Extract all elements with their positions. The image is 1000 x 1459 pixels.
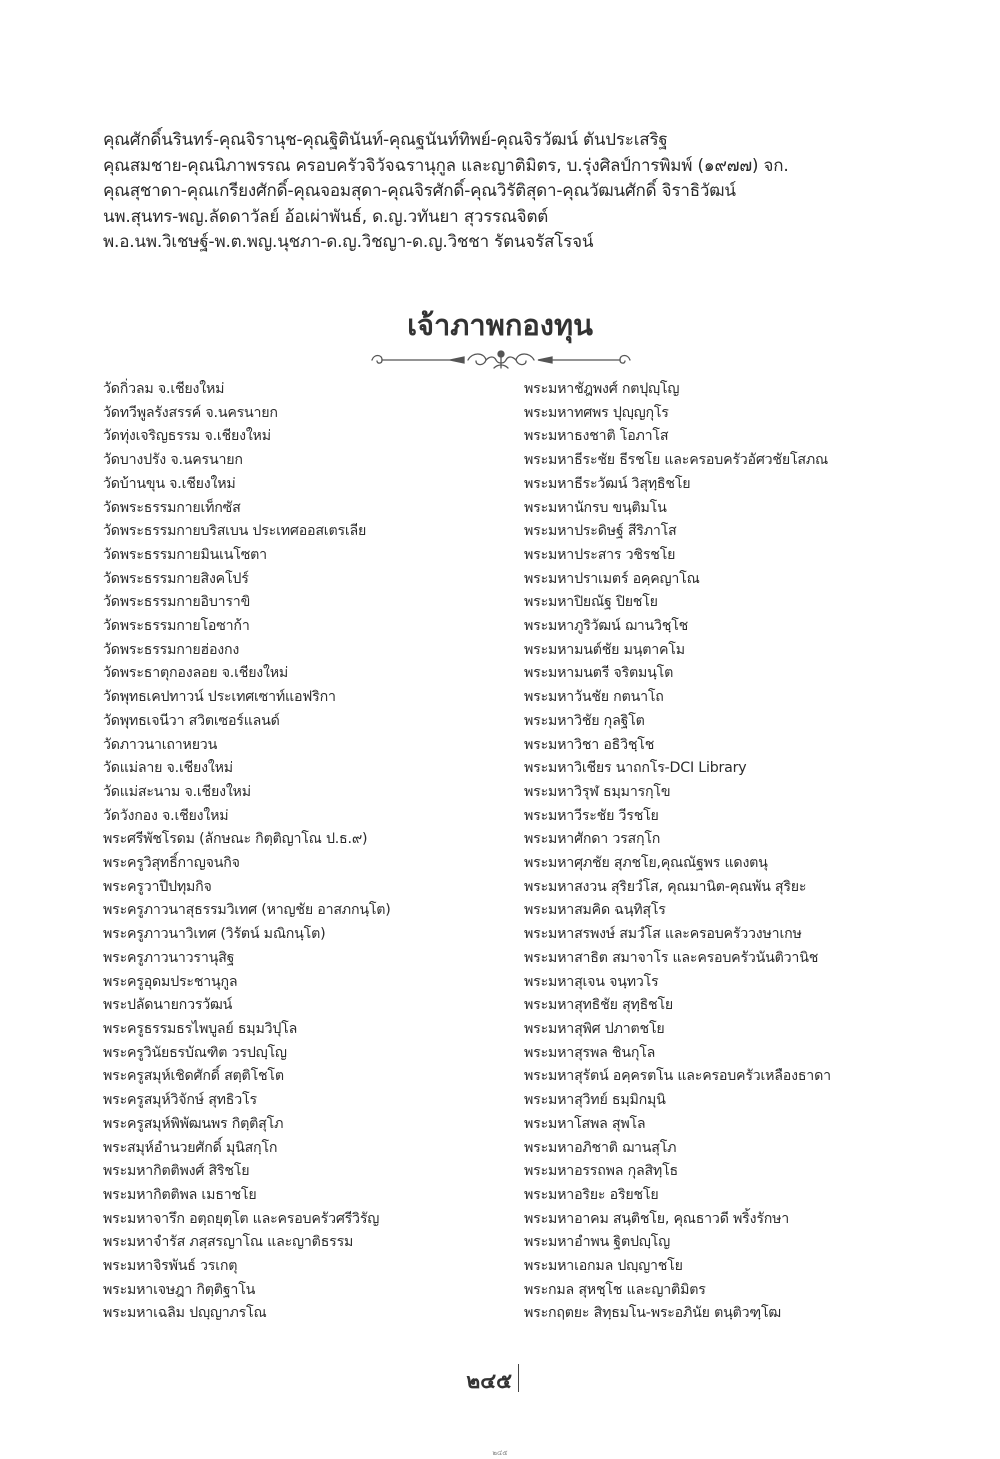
list-item: พระมหาธีระวัฒน์ วิสุทฺธิชโย [524, 475, 691, 492]
list-item: พระมหาธงชาติ โอภาโส [524, 428, 669, 445]
list-item: พระมหาเอกมล ปญฺญาชโย [524, 1258, 683, 1275]
list-item: พระมหาทศพร ปุญฺญกุโร [524, 404, 669, 421]
list-item: วัดพระธรรมกายมินเนโซตา [103, 546, 267, 563]
list-item: พระกฤตยะ สิทฺธมโน-พระอภินัย ตนฺติวฑฺโฒ [524, 1305, 781, 1322]
list-item: พระมหาอำพน ฐิตปญฺโญ [524, 1234, 670, 1251]
list-item: พระมหากิตติพงศ์ สิริชโย [103, 1163, 250, 1180]
list-item: วัดพระธาตุกองลอย จ.เชียงใหม่ [103, 665, 289, 682]
list-item: พระมหาสุรพล ชินกุโล [524, 1044, 656, 1061]
list-item: พระมหาภูริวัฒน์ ฌานวิชฺโช [524, 618, 689, 635]
list-item: วัดพุทธเจนีวา สวิตเซอร์แลนด์ [103, 712, 280, 729]
list-item: วัดทวีพูลรังสรรค์ จ.นครนายก [103, 404, 278, 421]
list-item: พระมหามนต์ชัย มนฺตาคโม [524, 641, 685, 658]
list-item: พระมหาสมคิด ฉนฺทิสุโร [524, 902, 666, 919]
list-item: วัดพระธรรมกายเท็กซัส [103, 499, 241, 516]
list-item: พระมหาสุรัตน์ อคฺครตโน และครอบครัวเหลืองธาดา [524, 1068, 831, 1085]
list-item: พระครูวินัยธรบัณฑิต วรปญฺโญ [103, 1044, 287, 1061]
list-item: พระมหาวิชัย กุลฐิโต [524, 712, 645, 729]
list-item: พระมหาอรรถพล กุลสิทฺโธ [524, 1163, 678, 1180]
list-item: พระมหาสุวิทย์ ธมฺมิกมุนิ [524, 1092, 666, 1109]
list-item: พระมหาจำรัส ภสฺสรญาโณ และญาติธรรม [103, 1234, 354, 1251]
list-item: พระมหามนตรี จริตมนฺโต [524, 665, 674, 682]
list-item: พระมหาวันชัย กตนาโถ [524, 689, 664, 706]
list-item: พระมหาอภิชาติ ฌานสุโภ [524, 1139, 677, 1156]
list-item: พระมหาสุทธิชัย สุทฺธิชโย [524, 997, 674, 1014]
list-item: วัดบ้านขุน จ.เชียงใหม่ [103, 475, 236, 492]
list-item: พระครูภาวนาสุธรรมวิเทศ (หาญชัย อาสภกนฺโต) [103, 902, 391, 919]
footer-page-mark: ๒๔๕ [492, 1449, 508, 1457]
list-item: พระมหาวิเชียร นาถกโร-DCI Library [524, 760, 747, 777]
list-item: พระครูอุดมประชานุกูล [103, 973, 238, 990]
list-item: พระครูภาวนาวิเทศ (วิรัตน์ มณิกนฺโต) [103, 926, 326, 943]
list-item: พระมหาเฉลิม ปญฺญาภรโณ [103, 1305, 267, 1322]
list-item: พระมหาปิยณัฐ ปิยชโย [524, 594, 658, 611]
intro-sponsor-list [103, 128, 963, 256]
list-item: พระมหาประสาร วชิรชโย [524, 546, 676, 563]
list-item: วัดแม่ลาย จ.เชียงใหม่ [103, 760, 233, 777]
left-sponsor-column [103, 378, 503, 1326]
list-item: วัดพระธรรมกายอิบาราขิ [103, 594, 251, 611]
list-item: พระมหาธีระชัย ธีรชโย และครอบครัวอัศวชัยโสภณ [524, 452, 828, 469]
list-item: พระมหาศุภชัย สุภชโย,คุณณัฐพร แดงตนุ [524, 855, 768, 872]
intro-line: คุณศักดิ์นรินทร์-คุณจิรานุช-คุณฐิตินันท์-คุณฐนันท์ทิพย์-คุณจิรวัฒน์ ตันประเสริฐ [103, 130, 668, 150]
list-item: พระมหาสุพิศ ปภาตชโย [524, 1020, 665, 1037]
list-item: พระครูวาปีปทุมกิจ [103, 878, 212, 895]
list-item: พระครูสมุห์เชิดศักดิ์ สตฺติโชโต [103, 1068, 284, 1085]
list-item: วัดพุทธเคปทาวน์ ประเทศเซาท์แอฟริกา [103, 689, 336, 706]
list-item: พระกมล สุหชฺโช และญาติมิตร [524, 1281, 706, 1298]
list-item: พระมหาปราเมตร์ อคฺคญาโณ [524, 570, 700, 587]
list-item: วัดพระธรรมกายฮ่องกง [103, 641, 240, 658]
list-item: วัดพระธรรมกายบริสเบน ประเทศออสเตรเลีย [103, 523, 367, 540]
list-item: วัดทุ่งเจริญธรรม จ.เชียงใหม่ [103, 428, 271, 445]
list-item: พระมหาชัฎพงศ์ กตปุญฺโญ [524, 381, 680, 397]
list-item: พระศรีพัชโรดม (ลักษณะ กิตฺติญาโณ ป.ธ.๙) [103, 831, 368, 848]
list-item: พระมหาวีระชัย วีรชโย [524, 807, 659, 824]
list-item: พระมหาประดิษฐ์ สีริภาโส [524, 523, 677, 540]
list-item: วัดพระธรรมกายสิงคโปร์ [103, 570, 249, 587]
section-heading: เจ้าภาพกองทุน [407, 308, 593, 342]
list-item: พระมหาจิรพันธ์ วรเกตุ [103, 1258, 238, 1275]
list-item: วัดบางปรัง จ.นครนายก [103, 452, 243, 469]
list-item: พระสมุห์อำนวยศักดิ์ มุนิสกฺโก [103, 1139, 278, 1156]
list-item: พระครูสมุห์วิจักษ์ สุทธิวโร [103, 1092, 257, 1109]
intro-line: คุณสุชาดา-คุณเกรียงศักดิ์-คุณจอมสุดา-คุณจิรศักดิ์-คุณวิรัติสุดา-คุณวัฒนศักดิ์ จิราธิวัฒน์ [103, 181, 736, 202]
page-number: ๒๔๕ [466, 1369, 512, 1393]
page-number-divider [518, 1364, 519, 1392]
list-item: พระมหาสงวน สุริยวํโส, คุณมานิต-คุณพัน สุริยะ [524, 878, 807, 895]
list-item: พระมหากิตติพล เมธาชโย [103, 1186, 257, 1203]
list-item: วัดกิ่วลม จ.เชียงใหม่ [103, 381, 225, 397]
list-item: พระมหาจารึก อตฺถยุตฺโต และครอบครัวศรีวิรัญ [103, 1210, 380, 1227]
list-item: พระมหาโสพล สุพโล [524, 1115, 646, 1132]
list-item: วัดภาวนาเถาหยวน [103, 736, 218, 753]
list-item: พระมหาวิรุฬ ธมฺมารกฺโข [524, 783, 671, 800]
list-item: พระครูธรรมธรไพบูลย์ ธมฺมวิปุโล [103, 1020, 298, 1037]
list-item: พระมหาสรพงษ์ สมวํโส และครอบครัววงษาเกษ [524, 926, 802, 943]
list-item: พระมหาวิชา อธิวิชฺโช [524, 736, 655, 753]
list-item: พระมหาศักดา วรสกฺโก [524, 831, 661, 848]
list-item: พระมหาสุเจน จนฺทวโร [524, 973, 659, 990]
intro-line: พ.อ.นพ.วิเชษฐ์-พ.ต.พญ.นุชภา-ด.ญ.วิชญา-ด.ญ.วิชชา รัตนจรัสโรจน์ [103, 232, 594, 253]
list-item: พระครูสมุห์พิพัฒนพร กิตฺติสุโภ [103, 1115, 284, 1132]
list-item: วัดแม่สะนาม จ.เชียงใหม่ [103, 783, 251, 800]
list-item: พระมหาเจษฎา กิตฺติฐาโน [103, 1281, 256, 1298]
list-item: พระมหาอาคม สนฺติชโย, คุณธาวดี พริ้งรักษา [524, 1210, 790, 1227]
list-item: พระครูภาวนาวรานุสิฐ [103, 949, 235, 966]
list-item: วัดวังกอง จ.เชียงใหม่ [103, 807, 229, 824]
intro-line: คุณสมชาย-คุณนิภาพรรณ ครอบครัวจิวัจฉรานุกูล และญาติมิตร, บ.รุ่งศิลป์การพิมพ์ (๑๙๗๗) จก. [103, 155, 789, 176]
list-item: พระมหานักรบ ขนฺติมโน [524, 499, 667, 516]
list-item: พระมหาอริยะ อริยชโย [524, 1186, 659, 1203]
floral-divider-icon [368, 346, 634, 374]
list-item: พระมหาสาธิต สมาจาโร และครอบครัวนันติวานิช [524, 949, 819, 966]
intro-line: นพ.สุนทร-พญ.ลัดดาวัลย์ อ้อเผ่าพันธ์, ด.ญ.วทันยา สุวรรณจิตต์ [103, 206, 549, 227]
list-item: พระครูวิสุทธิ์กาญจนกิจ [103, 855, 240, 872]
list-item: พระปลัดนายกวรวัฒน์ [103, 997, 233, 1014]
right-sponsor-column [524, 378, 964, 1326]
list-item: วัดพระธรรมกายโอซาก้า [103, 618, 250, 635]
